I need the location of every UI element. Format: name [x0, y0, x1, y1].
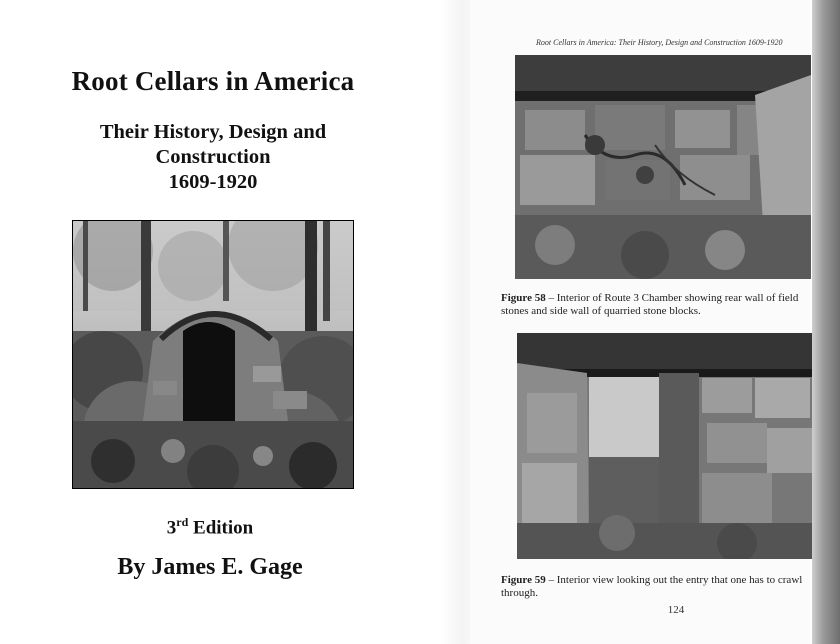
subtitle-years: 1609-1920 — [168, 171, 258, 193]
subtitle-line: Construction — [155, 146, 271, 168]
figure-58-text: – Interior of Route 3 Chamber showing rear wall of field stones and side wall of quarried stone blocks. — [501, 292, 799, 317]
subtitle-line: Their History, Design and — [99, 121, 327, 143]
author-name: By James E. Gage — [117, 554, 303, 580]
running-head: Root Cellars in America: Their History, Design and Construction 1609-1920 — [536, 38, 783, 47]
page-edge-shadow — [812, 0, 840, 644]
figure-59-label: Figure 59 — [501, 574, 546, 586]
edition-word: Edition — [193, 517, 254, 539]
edition-number: 3 — [166, 517, 177, 539]
edition-ordinal-suffix: rd — [176, 515, 189, 529]
book-subtitle — [40, 120, 386, 195]
edition-label — [100, 515, 320, 539]
cover-photo-root-cellar-entrance — [72, 220, 354, 489]
figure-58-caption — [501, 292, 819, 318]
figure-59-photo — [517, 333, 813, 559]
figure-58-photo — [515, 55, 811, 279]
figure-59-caption — [501, 574, 819, 600]
figure-58-label: Figure 58 — [501, 292, 546, 304]
figure-59-text: – Interior view looking out the entry that one has to crawl through. — [501, 574, 803, 599]
page-number: 124 — [667, 604, 685, 616]
book-title: Root Cellars in America — [71, 66, 355, 96]
